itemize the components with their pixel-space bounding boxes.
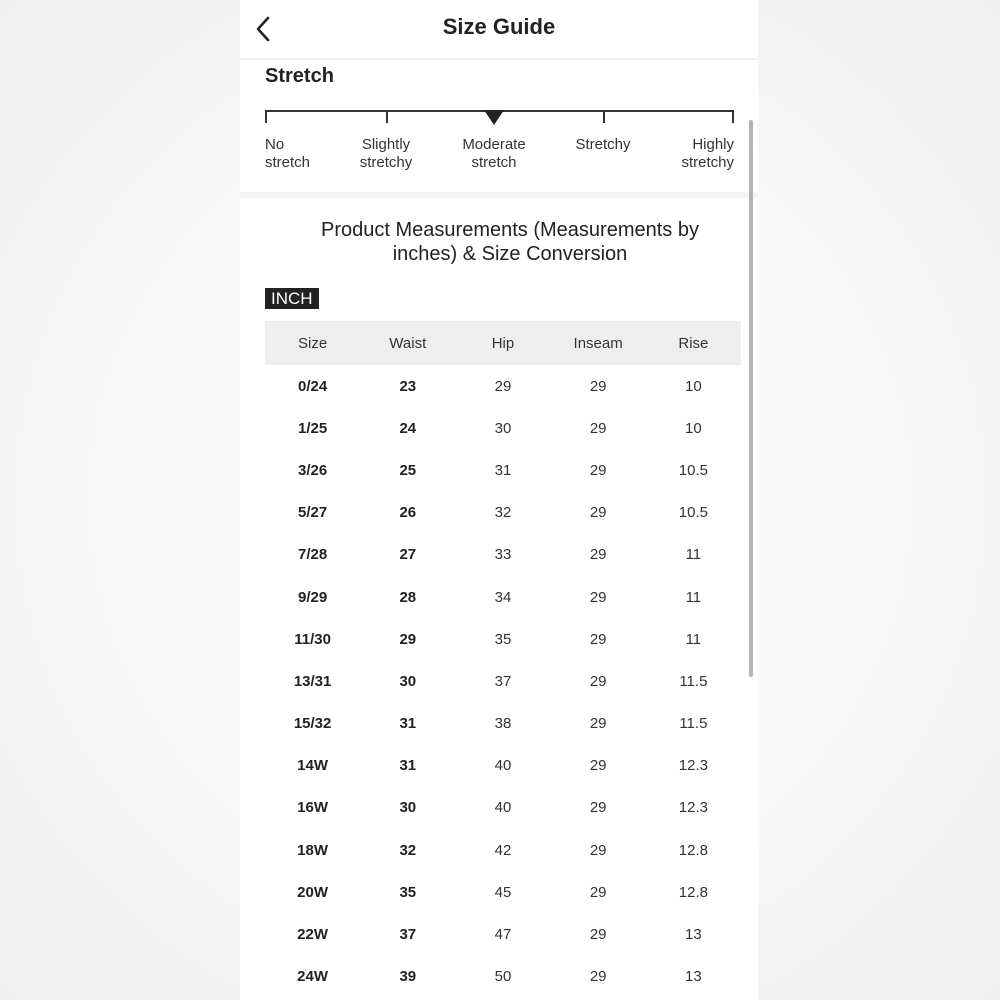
cell-inseam: 29: [589, 883, 607, 901]
cell-inseam: 29: [589, 546, 607, 564]
cell-rise: 13: [685, 968, 702, 986]
stretch-tick: [265, 110, 267, 123]
cell-waist: 26: [399, 504, 417, 522]
cell-waist: 37: [399, 926, 417, 944]
unit-badge[interactable]: INCH: [265, 288, 319, 309]
table-row: [265, 660, 741, 702]
column-header-hip: Hip: [455, 321, 550, 365]
cell-size: 15/32: [293, 715, 332, 733]
cell-rise: 10.5: [678, 461, 708, 479]
table-row: [265, 703, 741, 745]
cell-rise: 10.5: [678, 504, 708, 522]
cell-rise: 11.5: [679, 672, 708, 690]
cell-waist: 30: [399, 672, 417, 690]
cell-hip: 50: [494, 968, 512, 986]
cell-inseam: 29: [589, 968, 607, 986]
cell-rise: 11: [685, 630, 702, 648]
cell-hip: 45: [494, 883, 512, 901]
cell-size: 13/31: [293, 672, 332, 690]
cell-rise: 11.5: [679, 715, 708, 733]
cell-rise: 12.8: [678, 841, 708, 859]
cell-waist: 29: [399, 630, 417, 648]
cell-size: 7/28: [297, 546, 328, 564]
cell-rise: 11: [685, 588, 702, 606]
cell-waist: 28: [399, 588, 417, 606]
table-row: [265, 871, 741, 913]
table-row: [265, 534, 741, 576]
table-row: [265, 449, 741, 491]
cell-inseam: 29: [589, 504, 607, 522]
cell-waist: 31: [399, 757, 417, 775]
cell-size: 3/26: [297, 461, 328, 479]
size-guide-screen: [240, 0, 758, 1000]
cell-inseam: 29: [589, 377, 607, 395]
stretch-tick: [732, 110, 734, 123]
cell-hip: 34: [494, 588, 512, 606]
stretch-tick: [386, 110, 388, 123]
cell-inseam: 29: [589, 630, 607, 648]
stretch-label-moderate: Moderate stretch: [462, 136, 526, 171]
size-table: [265, 321, 741, 998]
cell-size: 9/29: [297, 588, 328, 606]
table-row: [265, 787, 741, 829]
cell-waist: 35: [399, 883, 417, 901]
scrollbar[interactable]: [749, 120, 753, 677]
cell-size: 14W: [297, 757, 329, 775]
cell-inseam: 29: [589, 461, 607, 479]
cell-waist: 27: [399, 546, 417, 564]
cell-rise: 11: [685, 546, 702, 564]
table-row: [265, 913, 741, 955]
page-title: Size Guide: [442, 14, 556, 39]
cell-inseam: 29: [589, 588, 607, 606]
table-row: [265, 618, 741, 660]
cell-hip: 42: [494, 841, 512, 859]
table-row: [265, 365, 741, 407]
cell-inseam: 29: [589, 926, 607, 944]
cell-waist: 23: [399, 377, 417, 395]
cell-inseam: 29: [589, 715, 607, 733]
cell-waist: 30: [399, 799, 417, 817]
table-row: [265, 745, 741, 787]
stretch-title: Stretch: [265, 65, 334, 87]
stretch-label-slightly: Slightly stretchy: [359, 136, 413, 171]
cell-waist: 24: [399, 419, 417, 437]
cell-size: 5/27: [297, 504, 328, 522]
stretch-level-marker-icon: [484, 110, 504, 125]
cell-size: 1/25: [297, 419, 328, 437]
measurements-title: Product Measurements (Measurements by inches) & Size Conversion: [321, 219, 699, 265]
cell-size: 16W: [297, 799, 329, 817]
stretch-label-none: No stretch: [265, 136, 311, 171]
stretch-section: [240, 60, 758, 192]
cell-rise: 10: [685, 419, 702, 437]
cell-size: 11/30: [294, 630, 331, 648]
cell-size: 18W: [297, 841, 329, 859]
column-header-size: Size: [265, 321, 360, 365]
cell-rise: 12.3: [678, 757, 708, 775]
cell-hip: 33: [494, 546, 512, 564]
cell-inseam: 29: [589, 419, 607, 437]
column-header-waist: Waist: [360, 321, 455, 365]
column-header-rise: Rise: [646, 321, 741, 365]
table-row: [265, 956, 741, 998]
cell-waist: 25: [399, 461, 417, 479]
cell-size: 20W: [297, 883, 329, 901]
cell-rise: 12.8: [678, 883, 708, 901]
cell-hip: 29: [494, 377, 512, 395]
header-bar: [240, 0, 758, 59]
cell-size: 24W: [297, 968, 329, 986]
cell-inseam: 29: [589, 841, 607, 859]
cell-size: 0/24: [297, 377, 328, 395]
cell-rise: 13: [685, 926, 702, 944]
table-header-row: [265, 321, 741, 365]
cell-inseam: 29: [589, 672, 607, 690]
table-row: [265, 576, 741, 618]
measurements-section: [240, 198, 758, 1000]
cell-waist: 39: [399, 968, 417, 986]
cell-hip: 40: [494, 799, 512, 817]
cell-rise: 12.3: [678, 799, 708, 817]
cell-waist: 32: [399, 841, 417, 859]
cell-hip: 35: [494, 630, 512, 648]
cell-hip: 38: [494, 715, 512, 733]
column-header-inseam: Inseam: [551, 321, 646, 365]
cell-size: 22W: [297, 926, 329, 944]
cell-hip: 47: [494, 926, 512, 944]
table-row: [265, 492, 741, 534]
cell-hip: 30: [494, 419, 512, 437]
cell-waist: 31: [399, 715, 417, 733]
cell-hip: 32: [494, 504, 512, 522]
stretch-label-stretchy: Stretchy: [575, 136, 631, 153]
cell-inseam: 29: [589, 757, 607, 775]
cell-hip: 37: [494, 672, 512, 690]
table-row: [265, 829, 741, 871]
cell-inseam: 29: [589, 799, 607, 817]
table-row: [265, 407, 741, 449]
stretch-label-highly: Highly stretchy: [681, 136, 734, 171]
cell-rise: 10: [685, 377, 702, 395]
cell-hip: 31: [494, 461, 512, 479]
stretch-tick: [603, 110, 605, 123]
cell-hip: 40: [494, 757, 512, 775]
